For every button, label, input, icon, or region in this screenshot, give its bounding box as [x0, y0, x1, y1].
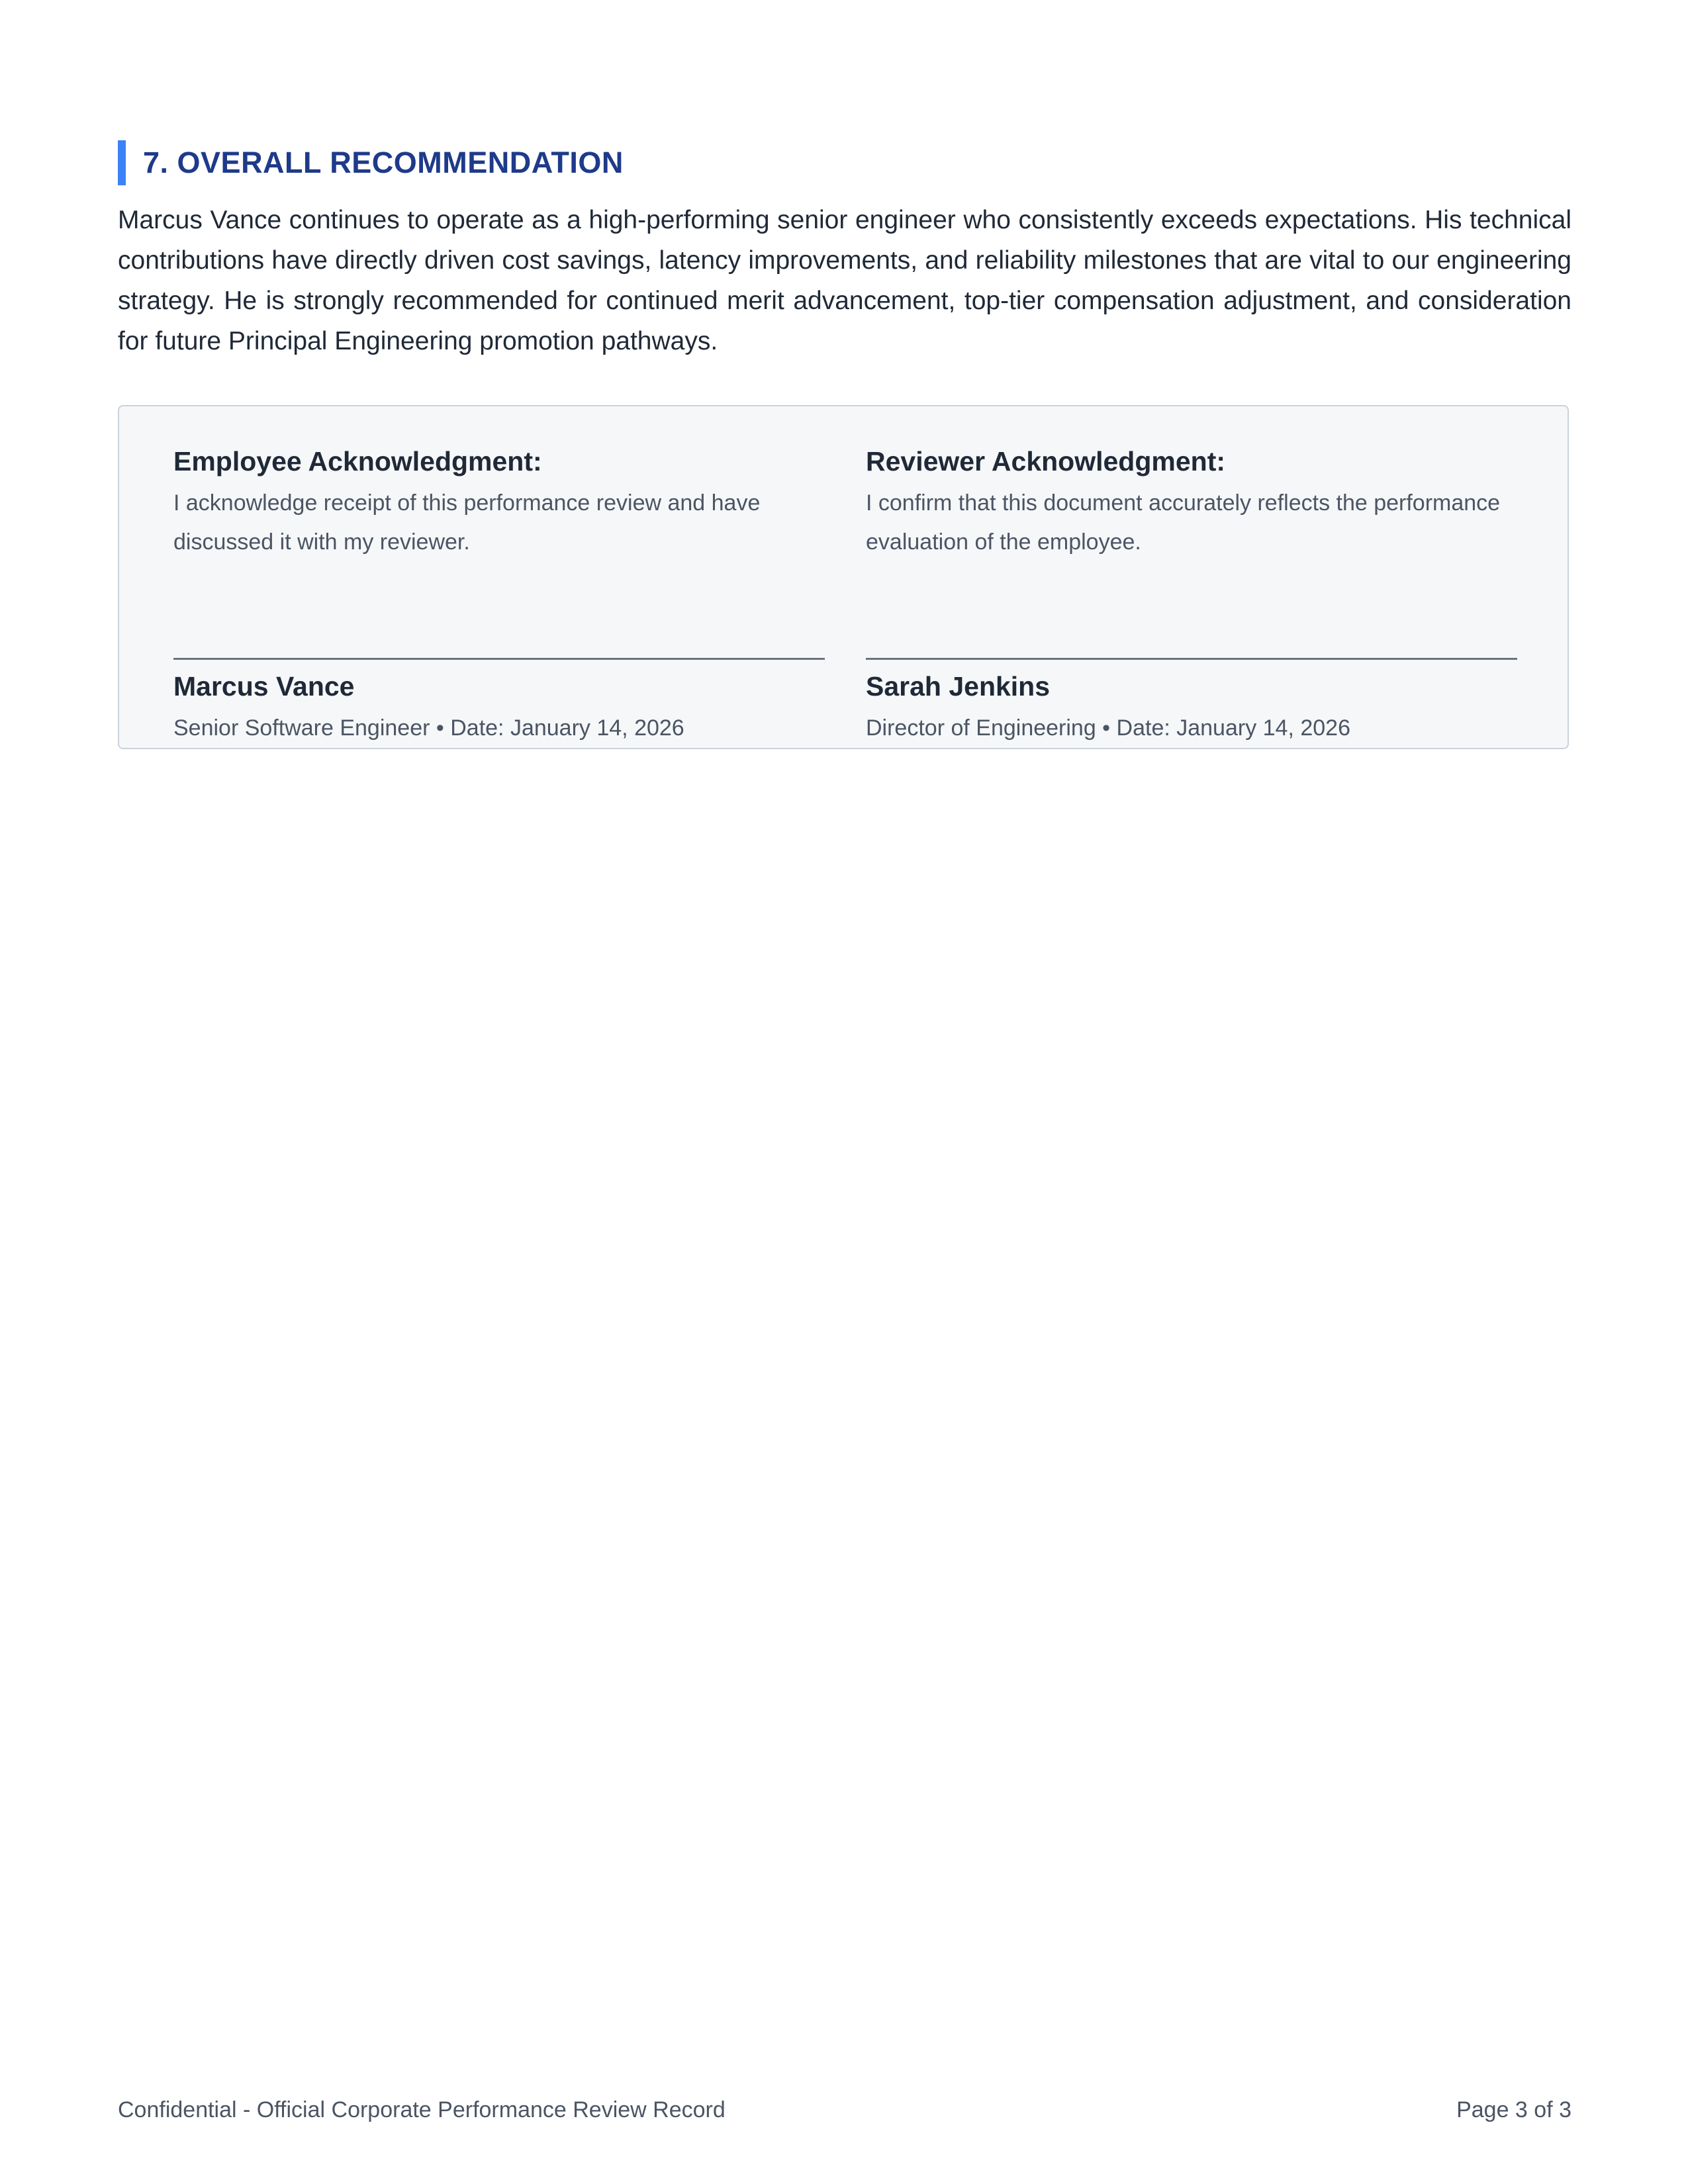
acknowledgment-box [118, 405, 1569, 749]
recommendation-paragraph: Marcus Vance continues to operate as a high-performing senior engineer who consistently exceeds expectations. His technical contributions have directly driven cost savings, latency improvements, and reliability milestones that are vital to our engineering strategy. He is strongly recommended for continued merit advancement, top-tier compensation adjustment, and consideration for future Principal Engineering promotion pathways. [118, 206, 1571, 355]
reviewer-ack-title: Reviewer Acknowledgment: [866, 446, 1226, 477]
reviewer-name: Sarah Jenkins [866, 671, 1051, 702]
page-footer [118, 2095, 1571, 2125]
reviewer-acknowledgment [866, 443, 1517, 741]
page-number: Page 3 of 3 [1456, 2097, 1571, 2122]
employee-ack-text: I acknowledge receipt of this performance review and have discussed it with my reviewer. [173, 490, 761, 555]
reviewer-signature-line [866, 658, 1517, 660]
section-title: 7. OVERALL RECOMMENDATION [143, 146, 624, 179]
reviewer-role-date: Director of Engineering • Date: January 14, 2026 [866, 715, 1350, 741]
employee-signature-line [173, 658, 825, 660]
document-page [118, 0, 1571, 2184]
employee-name: Marcus Vance [173, 671, 355, 702]
employee-ack-title: Employee Acknowledgment: [173, 446, 542, 477]
reviewer-ack-text: I confirm that this document accurately reflects the performance evaluation of the employee. [866, 490, 1501, 555]
heading-accent-bar [118, 140, 126, 185]
employee-role-date: Senior Software Engineer • Date: January 14, 2026 [173, 715, 684, 741]
footer-confidential-text: Confidential - Official Corporate Performance Review Record [118, 2097, 726, 2122]
employee-acknowledgment [173, 443, 825, 741]
section-heading [118, 140, 624, 185]
